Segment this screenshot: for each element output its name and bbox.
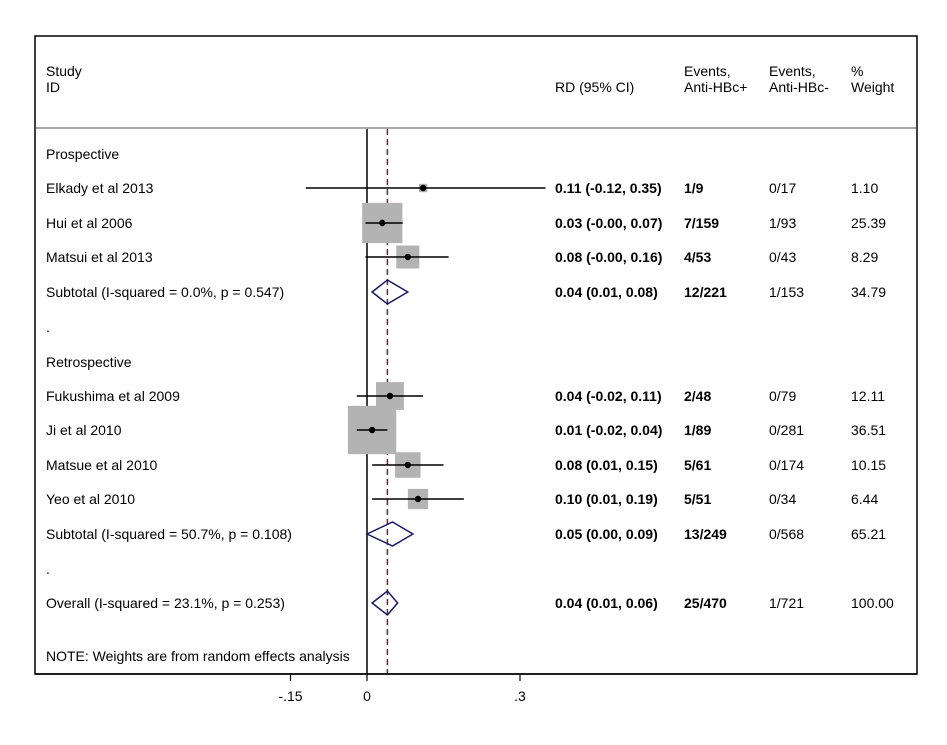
events-pos: 25/470 (684, 595, 727, 611)
weight-text: 12.11 (851, 388, 885, 404)
ci-text: 0.08 (0.01, 0.15) (555, 457, 658, 473)
ci-text: 0.11 (-0.12, 0.35) (555, 180, 662, 196)
point-estimate (415, 496, 421, 502)
header-weight-1: % (851, 63, 864, 79)
events-neg: 1/93 (769, 215, 797, 231)
events-pos: 7/159 (684, 215, 720, 231)
row-label: Subtotal (I-squared = 0.0%, p = 0.547) (46, 284, 285, 300)
events-pos: 4/53 (684, 249, 712, 265)
events-neg: 1/153 (769, 284, 805, 300)
row-label: Ji et al 2010 (46, 422, 122, 438)
row-label: Matsue et al 2010 (46, 457, 158, 473)
weight-text: 10.15 (851, 457, 887, 473)
header-events-neg-1: Events, (769, 63, 816, 79)
header-rd: RD (95% CI) (555, 79, 635, 95)
weight-text: 1.10 (851, 180, 879, 196)
row-label: Overall (I-squared = 23.1%, p = 0.253) (46, 595, 285, 611)
row-label: . (46, 561, 50, 577)
point-estimate (405, 254, 411, 260)
events-pos: 5/51 (684, 491, 712, 507)
study-rows (46, 146, 894, 615)
ci-text: 0.08 (-0.00, 0.16) (555, 249, 663, 265)
weight-text: 34.79 (851, 284, 887, 300)
row-label: . (46, 319, 50, 335)
weight-text: 36.51 (851, 422, 887, 438)
events-neg: 0/34 (769, 491, 797, 507)
header-study: Study (46, 63, 82, 79)
row-label: Prospective (46, 146, 120, 162)
pooled-diamond (367, 522, 413, 546)
pooled-diamond (372, 280, 408, 304)
header-weight-2: Weight (851, 79, 895, 95)
ci-text: 0.01 (-0.02, 0.04) (555, 422, 663, 438)
row-label: Fukushima et al 2009 (46, 388, 180, 404)
weight-text: 6.44 (851, 491, 879, 507)
events-pos: 1/89 (684, 422, 712, 438)
events-pos: 1/9 (684, 180, 704, 196)
events-neg: 0/174 (769, 457, 805, 473)
x-tick-label: 0 (363, 688, 371, 704)
events-neg: 0/281 (769, 422, 805, 438)
point-estimate (379, 220, 385, 226)
row-label: Matsui et al 2013 (46, 249, 153, 265)
row-label: Hui et al 2006 (46, 215, 133, 231)
events-neg: 0/79 (769, 388, 797, 404)
events-neg: 0/568 (769, 526, 805, 542)
row-label: Retrospective (46, 354, 132, 370)
point-estimate (369, 427, 375, 433)
row-label: Yeo et al 2010 (46, 491, 136, 507)
x-tick-label: -.15 (278, 688, 303, 704)
weight-text: 65.21 (851, 526, 887, 542)
point-estimate (405, 462, 411, 468)
row-label: Subtotal (I-squared = 50.7%, p = 0.108) (46, 526, 292, 542)
point-estimate (420, 185, 426, 191)
ci-text: 0.04 (0.01, 0.06) (555, 595, 658, 611)
weight-text: 8.29 (851, 249, 879, 265)
ci-text: 0.10 (0.01, 0.19) (555, 491, 658, 507)
events-neg: 0/43 (769, 249, 797, 265)
events-pos: 12/221 (684, 284, 727, 300)
weight-text: 25.39 (851, 215, 887, 231)
events-neg: 1/721 (769, 595, 805, 611)
weights-note: NOTE: Weights are from random effects analysis (46, 648, 350, 664)
pooled-diamond (372, 591, 398, 615)
point-estimate (387, 393, 393, 399)
ci-text: 0.03 (-0.00, 0.07) (555, 215, 663, 231)
header-events-pos-1: Events, (684, 63, 731, 79)
ci-text: 0.05 (0.00, 0.09) (555, 526, 658, 542)
events-pos: 5/61 (684, 457, 712, 473)
events-neg: 0/17 (769, 180, 797, 196)
x-tick-label: .3 (514, 688, 526, 704)
plot-frame (35, 36, 917, 674)
ci-text: 0.04 (0.01, 0.08) (555, 284, 658, 300)
header-events-pos-2: Anti-HBc+ (684, 79, 748, 95)
header-id: ID (46, 79, 60, 95)
weight-text: 100.00 (851, 595, 894, 611)
events-pos: 2/48 (684, 388, 712, 404)
events-pos: 13/249 (684, 526, 727, 542)
header-events-neg-2: Anti-HBc- (769, 79, 829, 95)
x-axis-ticks (278, 674, 526, 704)
row-label: Elkady et al 2013 (46, 180, 154, 196)
ci-text: 0.04 (-0.02, 0.11) (555, 388, 662, 404)
